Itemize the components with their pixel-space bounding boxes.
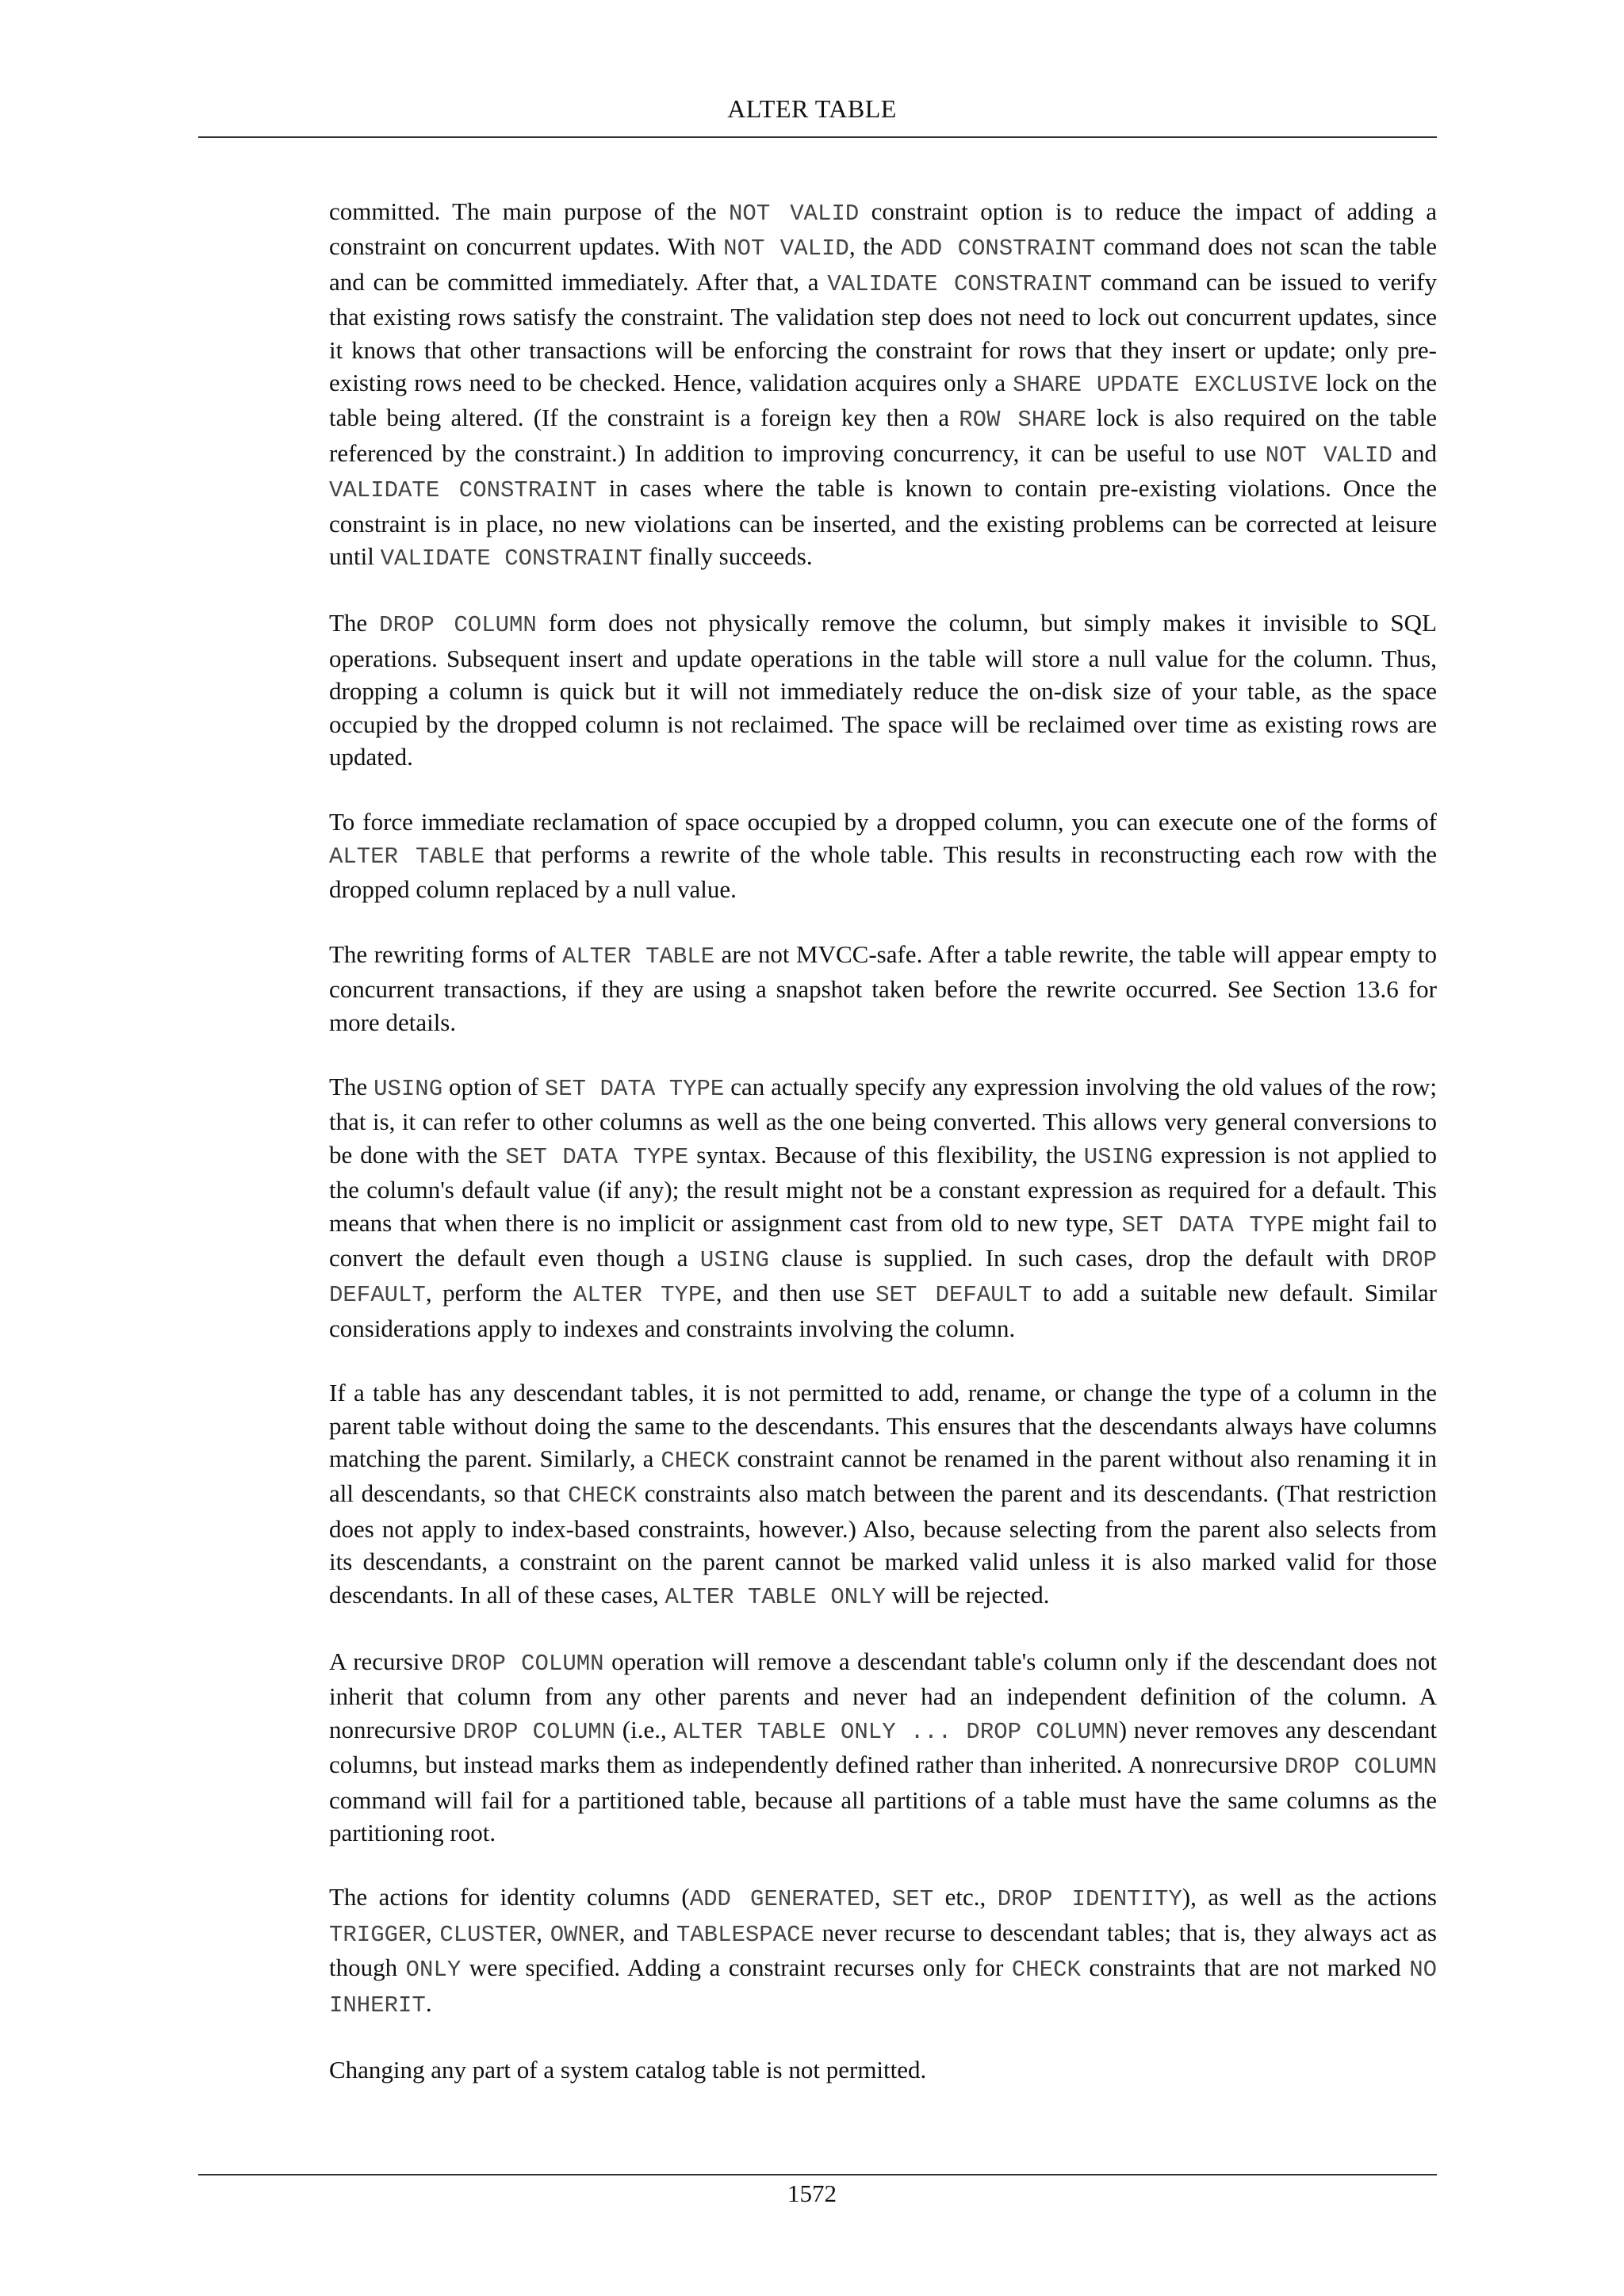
text-run: that performs a rewrite of the whole table. This results in reconstructing each row with the dropped column replaced by a null value.	[329, 840, 1438, 904]
inline-code: SET DATA TYPE	[505, 1143, 689, 1170]
body-text	[329, 195, 1437, 2087]
inline-code: ALTER TABLE ONLY	[665, 1583, 886, 1610]
inline-code: ALTER TABLE	[329, 843, 485, 870]
footer-rule	[198, 2174, 1437, 2175]
text-run: are not MVCC-safe. After a table rewrite, the table will appear empty to concurrent transactions, if they are using a snapshot taken before the rewrite occurred. See Section 13.6 for more details.	[329, 939, 1437, 1036]
text-run: Changing any part of a system catalog table is not permitted.	[329, 2056, 927, 2084]
text-run: , and then use	[715, 1279, 876, 1307]
inline-code: DROP IDENTITY	[997, 1886, 1182, 1913]
paragraph-reclamation	[329, 806, 1437, 906]
paragraph-drop-column	[329, 607, 1437, 773]
inline-code: ALTER TABLE ONLY ... DROP COLUMN	[673, 1718, 1119, 1745]
text-run: The rewriting forms of	[329, 939, 562, 968]
text-run: , and	[619, 1918, 676, 1946]
inline-code: ADD GENERATED	[689, 1886, 875, 1913]
inline-code: SET	[891, 1886, 934, 1913]
text-run: ,	[425, 1918, 440, 1946]
text-run: .	[425, 1988, 432, 2017]
inline-code: DROP COLUMN	[1284, 1754, 1437, 1781]
running-header: ALTER TABLE	[727, 94, 897, 123]
text-run: The	[329, 609, 380, 637]
header-rule	[198, 136, 1437, 138]
inline-code: ALTER TYPE	[573, 1282, 716, 1309]
text-run: (i.e.,	[615, 1715, 674, 1743]
text-run: in cases where the table is known to contain pre-existing violations. Once the constraint is in place, no new violations can be inserted, and the existing problems can be corrected at leisure until	[329, 474, 1437, 571]
text-run: were specified. Adding a constraint recurses only for	[461, 1954, 1012, 1982]
inline-code: ALTER TABLE	[561, 943, 715, 970]
inline-code: USING	[373, 1075, 443, 1102]
text-run: , the	[848, 232, 901, 261]
text-run: constraint cannot be renamed in the parent without also renaming it in all descendants, so that	[329, 1445, 1437, 1508]
inline-code: TABLESPACE	[676, 1921, 814, 1948]
text-run: command can be issued to verify that existing rows satisfy the constraint. The validation step does not need to lock out concurrent updates, since it knows that other transactions will be enforcing the constraint for rows that they insert or update; only pre-existing rows need to be checked. Hence, validation acquires only a	[329, 267, 1437, 397]
inline-code: VALIDATE CONSTRAINT	[380, 545, 643, 572]
text-run: will be rejected.	[885, 1580, 1050, 1609]
paragraph-using-option	[329, 1070, 1437, 1345]
text-run: never recurse to descendant tables; that is, they always act as though	[329, 1918, 1437, 1982]
inline-code: USING	[699, 1246, 769, 1273]
text-run: option of	[442, 1072, 545, 1100]
inline-code: TRIGGER	[329, 1921, 426, 1948]
paragraph-identity-actions	[329, 1881, 1437, 2022]
text-run: ,	[536, 1918, 550, 1946]
inline-code: SET DEFAULT	[875, 1282, 1032, 1309]
text-run: command will fail for a partitioned table, because all partitions of a table must have the same columns as the partitioning root.	[329, 1785, 1437, 1847]
page-number: 1572	[787, 2179, 837, 2207]
inline-code: SET DATA TYPE	[544, 1075, 725, 1102]
text-run: finally succeeds.	[642, 542, 813, 571]
inline-code: SHARE UPDATE EXCLUSIVE	[1013, 372, 1319, 399]
text-run: form does not physically remove the column, but simply makes it invisible to SQL operations. Subsequent insert and update operations in the table will store a null value for the column. Thus, dropping a column is quick but it will not immediately reduce the on-disk size of your table, as the space occupied by the dropped column is not reclaimed. The space will be reclaimed over time as existing rows are updated.	[329, 609, 1437, 771]
text-run: The	[329, 1072, 374, 1100]
text-run: , perform the	[425, 1279, 573, 1307]
text-run: To force immediate reclamation of space occupied by a dropped column, you can execute one of the forms of	[329, 807, 1437, 836]
inline-code: DROP COLUMN	[379, 612, 537, 639]
paragraph-recursive-drop	[329, 1645, 1437, 1849]
text-run: ) never removes any descendant columns, but instead marks them as independently defined rather than inherited. A nonrecursive	[329, 1715, 1438, 1779]
text-run: A recursive	[329, 1647, 451, 1676]
text-run: operation will remove a descendant table's column only if the descendant does not inherit that column from any other parents and never had an independent definition of the column. A nonrecursive	[329, 1647, 1438, 1743]
text-run: constraints that are not marked	[1080, 1954, 1410, 1982]
inline-code: NOT VALID	[729, 201, 860, 227]
text-run: constraints also match between the parent and its descendants. (That restriction does not apply to index-based constraints, however.) Also, because selecting from the parent also selects from its descendants, a constraint on the parent cannot be marked valid unless it is also marked valid for those descendants. In all of these cases,	[329, 1479, 1438, 1609]
text-run: lock on the table being altered. (If the constraint is a foreign key then a	[329, 369, 1437, 432]
text-run: command does not scan the table and can be committed immediately. After that, a	[329, 232, 1438, 296]
text-run: might fail to convert the default even though a	[329, 1208, 1437, 1272]
inline-code: VALIDATE CONSTRAINT	[827, 270, 1093, 297]
inline-code: SET DATA TYPE	[1121, 1211, 1304, 1238]
text-run: etc.,	[933, 1883, 998, 1911]
inline-code: OWNER	[550, 1921, 619, 1948]
inline-code: USING	[1083, 1143, 1153, 1170]
paragraph-mvcc	[329, 938, 1437, 1039]
text-run: lock is also required on the table referenced by the constraint.) In addition to improving concurrency, it can be useful to use	[329, 404, 1437, 467]
text-run: ), as well as the actions	[1182, 1883, 1437, 1911]
inline-code: ADD CONSTRAINT	[900, 235, 1096, 262]
inline-code: DROP COLUMN	[450, 1651, 604, 1678]
text-run: syntax. Because of this flexibility, the	[688, 1140, 1084, 1169]
inline-code: CHECK	[568, 1483, 638, 1510]
text-run: The actions for identity columns (	[329, 1883, 690, 1911]
text-run: can actually specify any expression involving the old values of the row; that is, it can refer to other columns as well as the one being converted. This allows very general conversions to be done with the	[329, 1072, 1437, 1169]
inline-code: ROW SHARE	[959, 407, 1087, 434]
text-run: constraint option is to reduce the impact of adding a constraint on concurrent updates. With	[329, 197, 1437, 261]
inline-code: DROP DEFAULT	[329, 1246, 1437, 1309]
inline-code: DROP COLUMN	[462, 1718, 616, 1745]
text-run: ,	[874, 1883, 892, 1911]
text-run: clause is supplied. In such cases, drop the default with	[768, 1243, 1382, 1272]
text-run: expression is not applied to the column's default value (if any); the result might not be a constant expression as required for a default. This means that when there is no implicit or assignment cast from old to new type,	[329, 1140, 1437, 1237]
paragraph-not-valid	[329, 195, 1437, 575]
text-run: If a table has any descendant tables, it is not permitted to add, rename, or change the type of a column in the parent table without doing the same to the descendants. This ensures that the descendants always have columns matching the parent. Similarly, a	[329, 1379, 1437, 1472]
paragraph-descendant-tables	[329, 1376, 1437, 1613]
text-run: to add a suitable new default. Similar considerations apply to indexes and constraints involving the column.	[329, 1279, 1437, 1342]
paragraph-system-catalog	[329, 2053, 1437, 2086]
inline-code: NO INHERIT	[329, 1957, 1437, 2019]
inline-code: NOT VALID	[1265, 442, 1392, 469]
inline-code: CLUSTER	[439, 1921, 537, 1948]
inline-code: NOT VALID	[723, 235, 849, 262]
inline-code: VALIDATE CONSTRAINT	[329, 477, 597, 504]
inline-code: CHECK	[1011, 1957, 1081, 1984]
inline-code: CHECK	[661, 1448, 730, 1474]
inline-code: ONLY	[405, 1957, 462, 1984]
text-run: committed. The main purpose of the	[329, 197, 730, 225]
text-run: and	[1392, 438, 1437, 467]
